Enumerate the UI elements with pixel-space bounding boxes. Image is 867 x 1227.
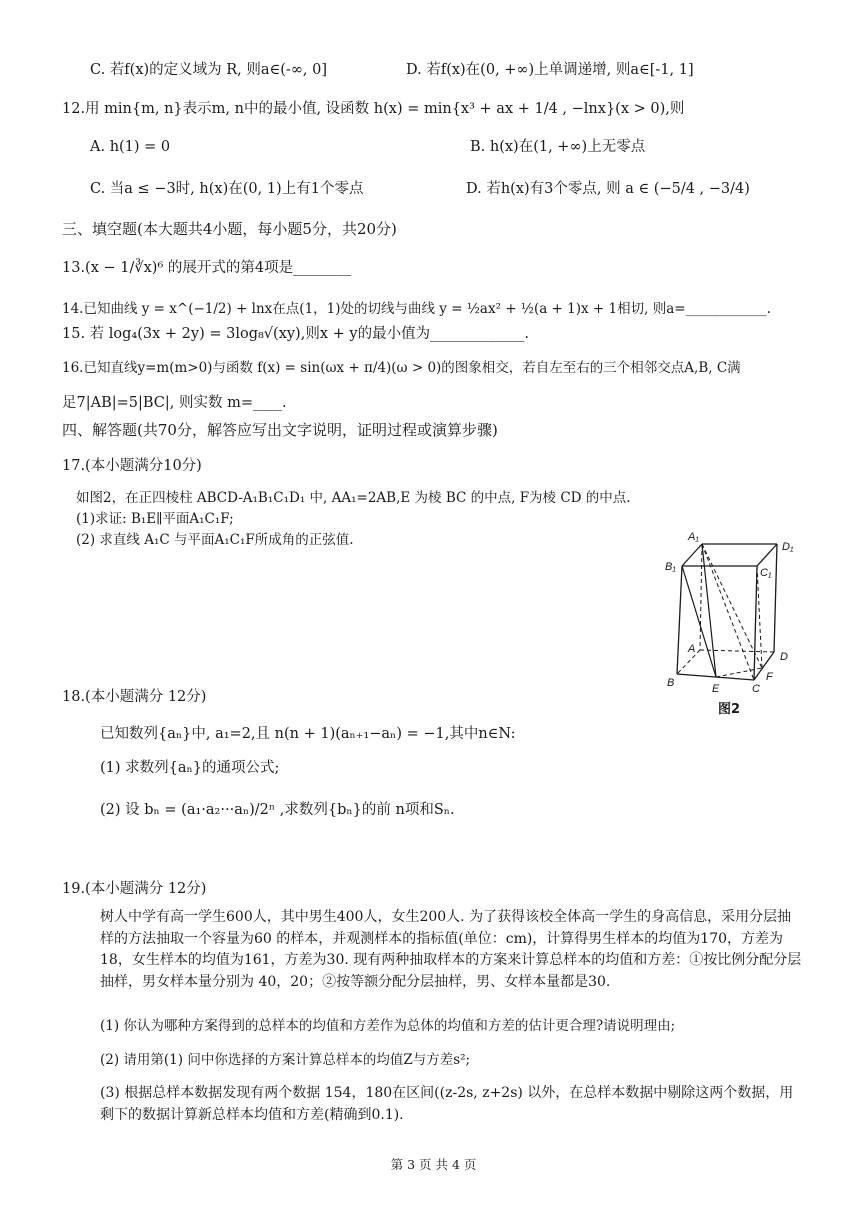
q18-part2: (2) 设 bₙ = (a₁·a₂···aₙ)/2ⁿ ,求数列{bₙ}的前 n项和Sₙ. <box>100 802 455 818</box>
q15: 15. 若 log₄(3x + 2y) = 3log₈√(xy),则x + y的最小值为_____________. <box>62 326 529 342</box>
q18-part1: (1) 求数列{aₙ}的通项公式; <box>100 760 280 776</box>
label-a: A <box>688 643 696 655</box>
q12-option-d: D. 若h(x)有3个零点, 则 a ∈ (−5/4 , −3/4) <box>466 181 750 197</box>
q12-option-a: A. h(1) = 0 <box>90 139 171 155</box>
q14: 14.已知曲线 y = x^(−1/2) + lnx在点(1，1)处的切线与曲线 y = ½ax² + ½(a + 1)x + 1相切, 则a=____________. <box>62 301 771 317</box>
label-c1: C₁ <box>760 567 772 579</box>
label-b1: B₁ <box>665 561 676 573</box>
q11-option-d: D. 若f(x)在(0, +∞)上单调递增, 则a∈[-1, 1] <box>406 62 694 78</box>
prism-figure <box>662 528 802 718</box>
q19-intro: 树人中学有高一学生600人，其中男生400人，女生200人. 为了获得该校全体高一学生的身高信息，采用分层抽样的方法抽取一个容量为60 的样本，并观测样本的指标值(单位：cm)，计算得男生样本的均值为170，方差为18，女生样本的均值为161，方差为30. 现有两种抽取样本的方案来计算总样本的均值和方差：①按比例分配分层抽样，男女样本量分别为 40，20；②按等额分配分层抽样，男、女样本量都是30. <box>100 909 802 990</box>
q18-stem: 已知数列{aₙ}中, a₁=2,且 n(n + 1)(aₙ₊₁−aₙ) = −1,其中n∈N: <box>100 726 516 742</box>
q17-part1: (1)求证: B₁E∥平面A₁C₁F; <box>76 511 234 527</box>
q17-stem: 如图2，在正四棱柱 ABCD-A₁B₁C₁D₁ 中, AA₁=2AB,E 为棱 BC 的中点, F为棱 CD 的中点. <box>76 490 631 506</box>
page-footer: 第 3 页 共 4 页 <box>390 1157 477 1172</box>
section-answer-heading: 四、解答题(共70分，解答应写出文字说明，证明过程或演算步骤) <box>62 421 498 439</box>
label-e: E <box>712 683 720 695</box>
q16-line2: 足7|AB|=5|BC|, 则实数 m=____. <box>62 395 287 411</box>
label-a1: A₁ <box>688 531 699 543</box>
section-fill-in-heading: 三、填空题(本大题共4小题，每小题5分，共20分) <box>62 220 397 238</box>
q12-option-b: B. h(x)在(1, +∞)上无零点 <box>470 139 646 155</box>
q19-part1: (1) 你认为哪种方案得到的总样本的均值和方差作为总体的均值和方差的估计更合理?请说明理由; <box>100 1018 676 1034</box>
q11-option-c: C. 若f(x)的定义域为 R, 则a∈(-∞, 0] <box>90 62 328 78</box>
figure-caption: 图2 <box>718 702 741 717</box>
q19-heading: 19.(本小题满分 12分) <box>62 881 207 897</box>
q17-heading: 17.(本小题满分10分) <box>62 458 202 474</box>
label-d: D <box>780 651 788 663</box>
q19-part3: (3) 根据总样本数据发现有两个数据 154，180在区间((z-2s, z+2s) 以外，在总样本数据中剔除这两个数据，用剩下的数据计算新总样本均值和方差(精确到0.1). <box>100 1085 794 1123</box>
q12-stem: 12.用 min{m, n}表示m, n中的最小值, 设函数 h(x) = min{x³ + ax + 1/4 , −lnx}(x > 0),则 <box>62 101 685 117</box>
label-b: B <box>667 677 675 689</box>
q17-part2: (2) 求直线 A₁C 与平面A₁C₁F所成角的正弦值. <box>76 532 354 548</box>
q18-heading: 18.(本小题满分 12分) <box>62 689 207 705</box>
q13: 13.(x − 1/∛x)⁶ 的展开式的第4项是________ <box>62 260 352 276</box>
q12-option-c: C. 当a ≤ −3时, h(x)在(0, 1)上有1个零点 <box>90 181 364 197</box>
label-f: F <box>766 671 773 683</box>
q16-line1: 16.已知直线y=m(m>0)与函数 f(x) = sin(ωx + π/4)(ω > 0)的图象相交，若自左至右的三个相邻交点A,B, C满 <box>62 360 741 376</box>
prism-hidden-edges <box>677 544 774 680</box>
prism-section-lines <box>682 544 716 677</box>
label-d1: D₁ <box>782 541 794 553</box>
label-c: C <box>752 683 760 695</box>
q19-part2: (2) 请用第(1) 问中你选择的方案计算总样本的均值Z与方差s²; <box>100 1052 471 1068</box>
